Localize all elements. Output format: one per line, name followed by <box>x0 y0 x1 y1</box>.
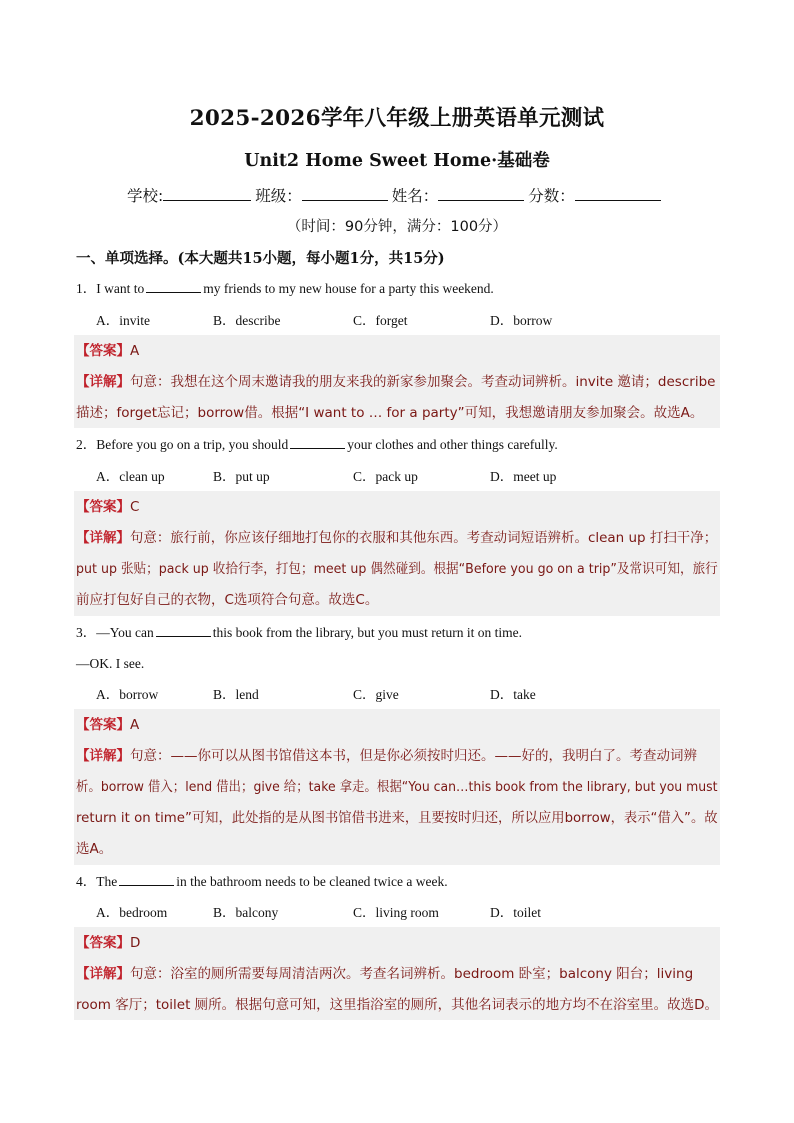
option-a: A．invite <box>96 313 150 328</box>
class-blank <box>302 185 388 201</box>
detail-line: room 客厅；toilet 厕所。根据句意可知，这里指浴室的厕所，其他名词表示的地方均不在浴室里。故选D。 <box>76 997 719 1013</box>
option-d: D．toilet <box>490 905 541 920</box>
detail-line: 描述；forget忘记；borrow借。根据“I want to … for a party”可知，我想邀请朋友参加聚会。故选A。 <box>76 405 704 421</box>
page-subtitle: Unit2 Home Sweet Home·基础卷 <box>244 151 550 171</box>
option-c: C．forget <box>353 313 408 328</box>
score-label: 分数： <box>528 187 575 205</box>
question-3-reply: —OK. I see. <box>76 656 145 671</box>
detail-line: 【详解】句意：——你可以从图书馆借这本书，但是你必须按时归还。——好的，我明白了。考查动词辨 <box>76 748 697 764</box>
option-c: C．pack up <box>353 469 418 484</box>
answer-blank <box>290 435 345 449</box>
answer-line: 【答案】D <box>76 935 141 951</box>
option-d: D．borrow <box>490 313 553 328</box>
detail-line: 前应打包好自己的衣物，C选项符合句意。故选C。 <box>76 592 379 608</box>
option-b: B．describe <box>213 313 281 328</box>
detail-line: 【详解】句意：浴室的厕所需要每周清洁两次。考查名词辨析。bedroom 卧室；balcony 阳台；living <box>76 966 694 982</box>
question-1-answer-block <box>74 335 720 428</box>
detail-line: 析。borrow 借入；lend 借出；give 给；take 拿走。根据“You can…this book from the library, but you must <box>76 779 718 795</box>
answer-blank <box>119 872 174 886</box>
section-title: 一、单项选择。(本大题共15小题，每小题1分，共15分) <box>76 250 445 267</box>
answer-blank <box>146 279 201 293</box>
question-2-stem: 2．Before you go on a trip, you should your clothes and other things carefully. <box>76 437 558 452</box>
option-a: A．borrow <box>96 687 159 702</box>
option-a: A．clean up <box>96 469 165 484</box>
option-b: B．balcony <box>213 905 279 920</box>
question-1-stem: 1．I want to my friends to my new house for a party this weekend. <box>76 281 494 296</box>
option-b: B．put up <box>213 469 270 484</box>
option-c: C．give <box>353 687 399 702</box>
score-blank <box>575 185 661 201</box>
page-title: 2025-2026学年八年级上册英语单元测试 <box>189 106 605 131</box>
school-label: 学校: <box>127 187 164 205</box>
class-label: 班级： <box>255 187 302 205</box>
detail-line: 【详解】句意：旅行前，你应该仔细地打包你的衣服和其他东西。考查动词短语辨析。clean up 打扫干净； <box>76 530 718 546</box>
name-label: 姓名： <box>391 187 439 205</box>
answer-line: 【答案】C <box>76 499 140 515</box>
answer-blank <box>156 623 211 637</box>
question-3-stem: 3．—You can this book from the library, but you must return it on time. <box>76 625 522 640</box>
time-note: （时间：90分钟，满分：100分） <box>286 219 508 235</box>
detail-line: put up 张贴；pack up 收拾行李，打包；meet up 偶然碰到。根据“Before you go on a trip”及常识可知，旅行 <box>76 561 718 577</box>
detail-line: return it on time”可知，此处指的是从图书馆借书进来，且要按时归还，所以应用borrow，表示“借入”。故 <box>76 810 718 826</box>
student-info-line <box>127 184 665 206</box>
name-blank <box>438 185 524 201</box>
question-4-stem: 4．The in the bathroom needs to be cleaned twice a week. <box>76 874 448 889</box>
school-blank <box>163 185 251 201</box>
option-d: D．meet up <box>490 469 557 484</box>
option-d: D．take <box>490 687 536 702</box>
detail-line: 【详解】句意：我想在这个周末邀请我的朋友来我的新家参加聚会。考查动词辨析。invite 邀请；describe <box>76 374 716 390</box>
option-b: B．lend <box>213 687 259 702</box>
option-c: C．living room <box>353 905 439 920</box>
option-a: A．bedroom <box>96 905 168 920</box>
detail-line: 选A。 <box>76 841 113 857</box>
question-2-answer-block <box>74 491 720 616</box>
answer-line: 【答案】A <box>76 717 140 733</box>
question-4-answer-block <box>74 927 720 1020</box>
question-3-answer-block <box>74 709 720 865</box>
answer-line: 【答案】A <box>76 343 140 359</box>
